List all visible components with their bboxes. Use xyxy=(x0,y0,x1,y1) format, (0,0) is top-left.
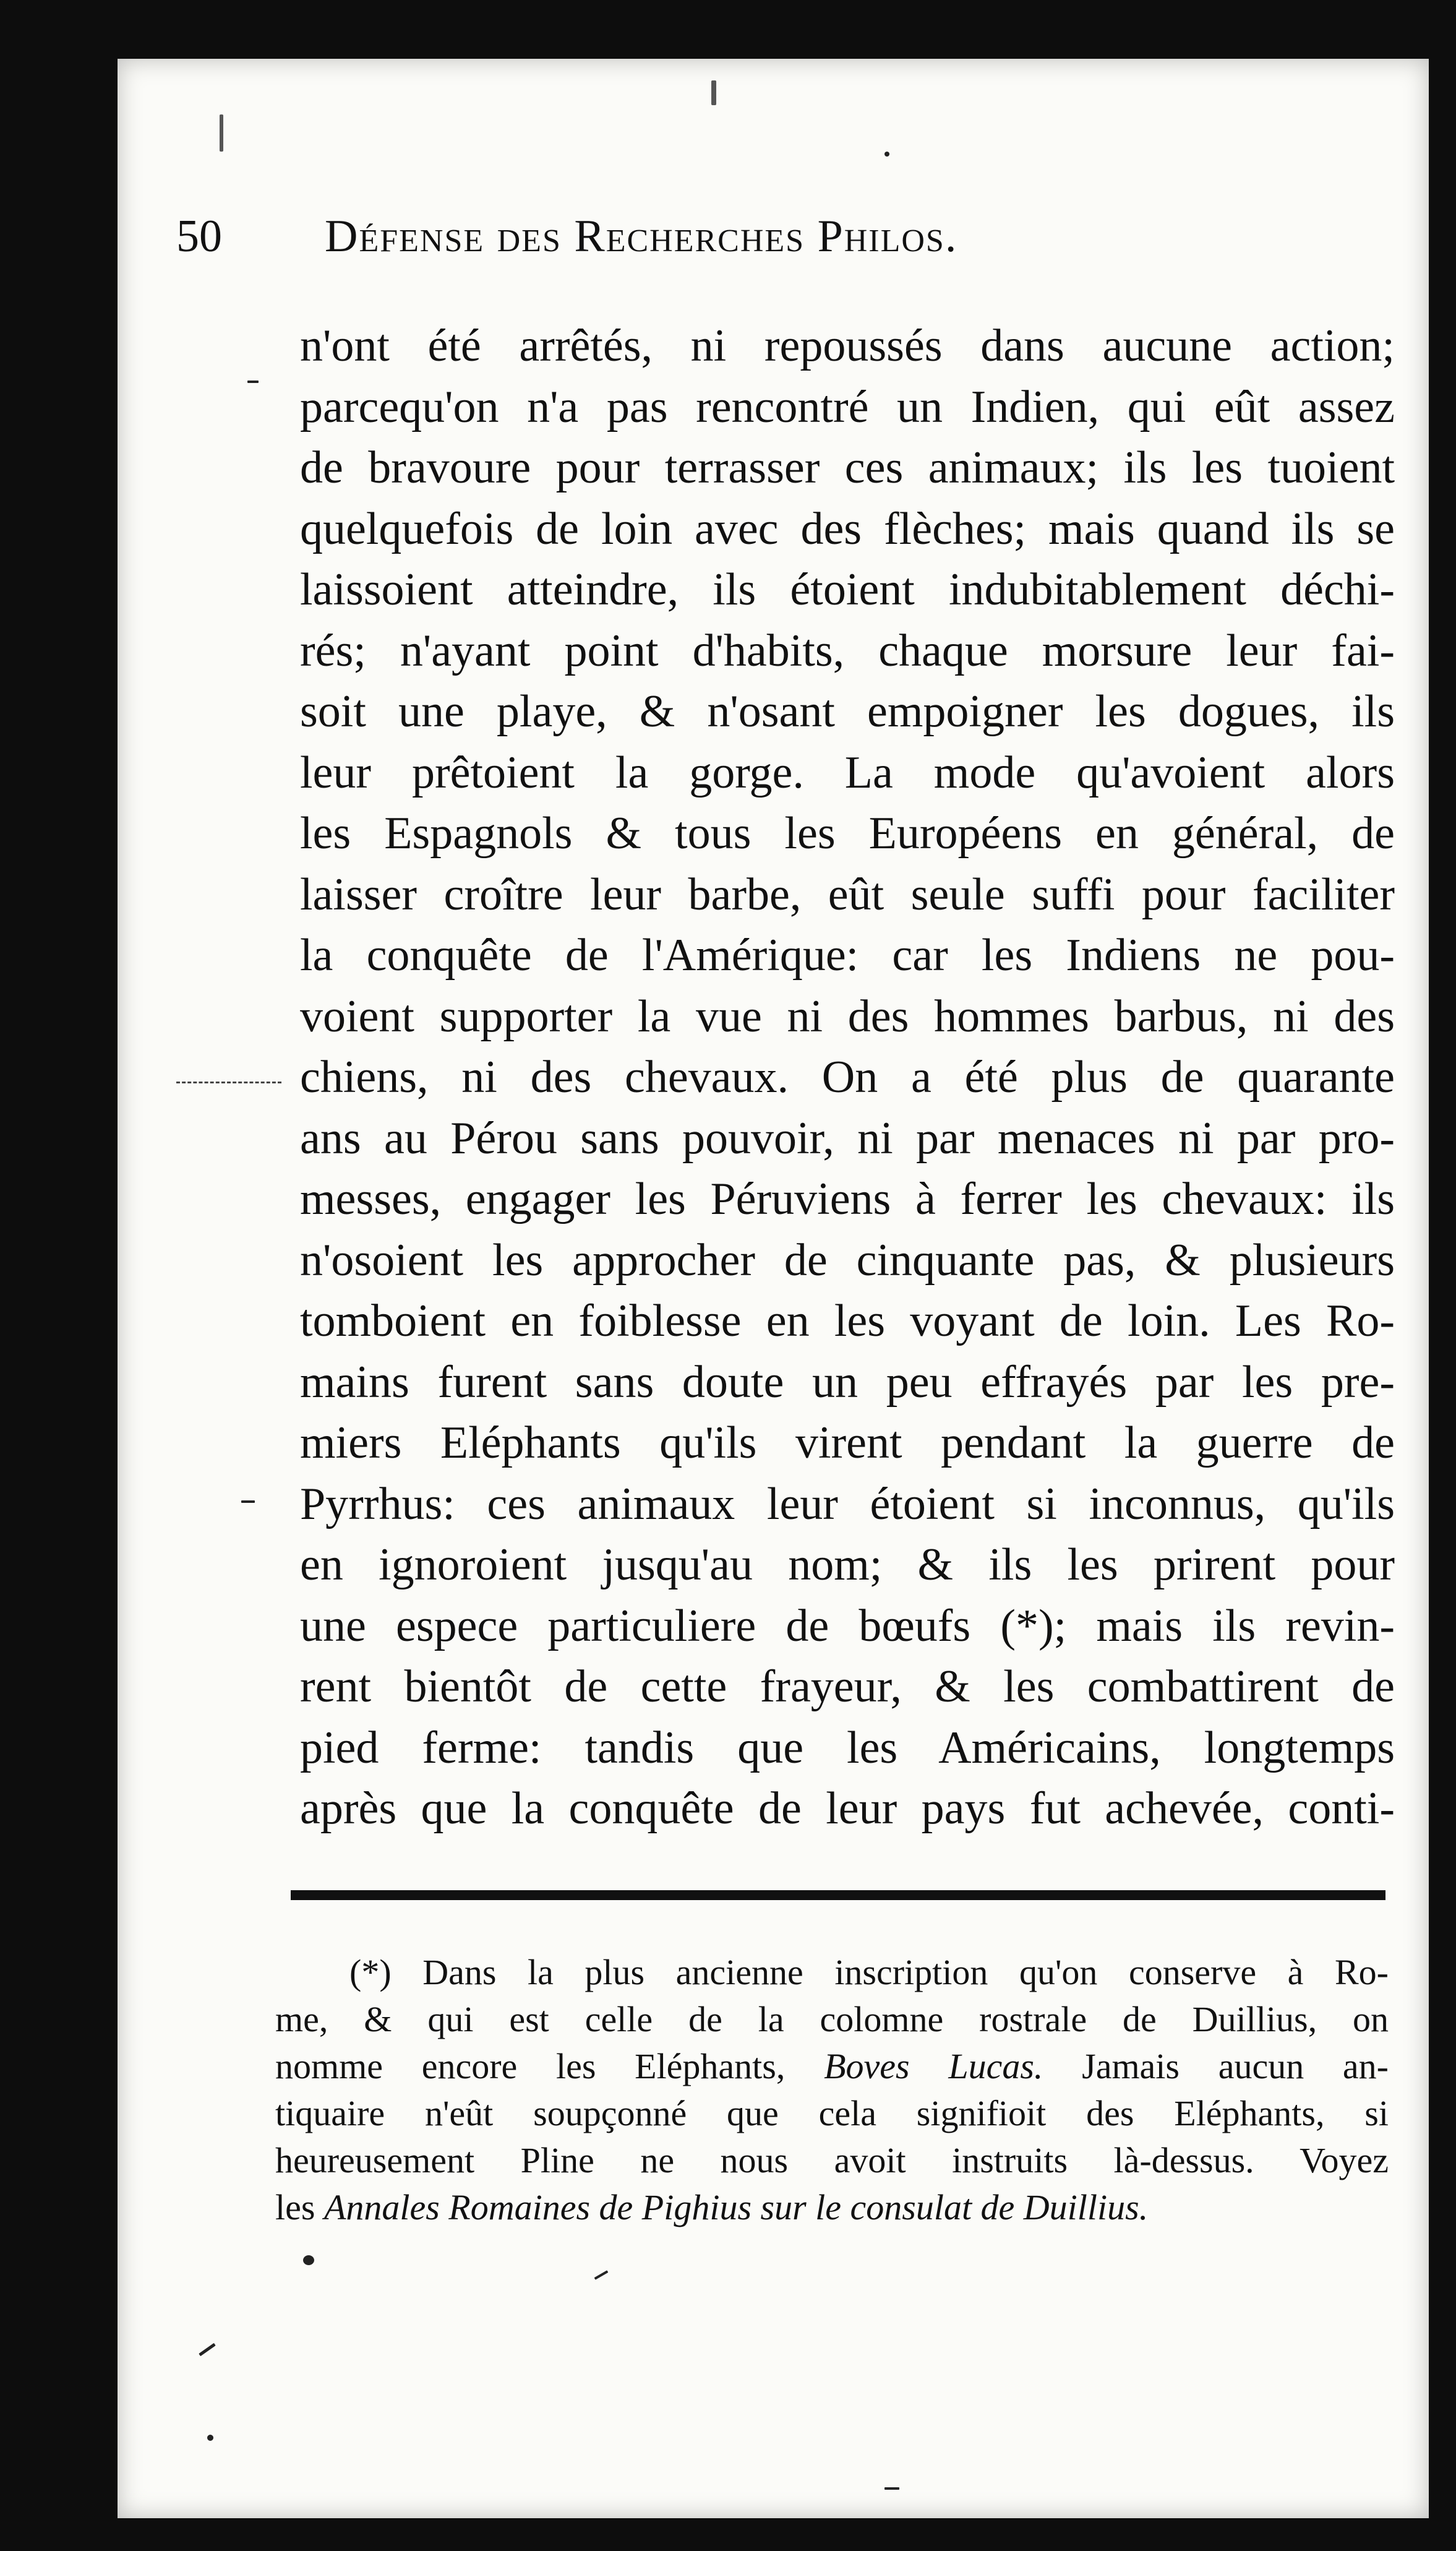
footnote-line: (*) Dans la plus ancienne inscription qu'on conserve à Ro- xyxy=(349,1952,1389,1992)
text-line: mains furent sans doute un peu effrayés par les pre- xyxy=(300,1356,1395,1408)
ink-speck xyxy=(884,2487,899,2490)
text-line: leur prêtoient la gorge. La mode qu'avoient alors xyxy=(300,747,1395,798)
text-line: soit une playe, & n'osant empoigner les dogues, ils xyxy=(300,686,1395,737)
margin-mark xyxy=(176,1082,281,1083)
footnote-italic-text: Annales Romaines de Pighius sur le consulat de Duillius. xyxy=(323,2187,1149,2227)
ink-speck xyxy=(884,152,889,157)
footnote-text: nomme encore les Eléphants, xyxy=(275,2046,824,2086)
footnote-line: tiquaire n'eût soupçonné que cela signifioit des Eléphants, si xyxy=(275,2093,1389,2133)
main-text-block xyxy=(300,316,1395,1839)
running-title: Défense des Recherches Philos. xyxy=(325,211,958,262)
text-line: rés; n'ayant point d'habits, chaque morsure leur fai- xyxy=(300,625,1395,676)
text-line: pied ferme: tandis que les Américains, longtemps xyxy=(300,1722,1395,1773)
ink-speck xyxy=(594,2270,609,2279)
text-line: ans au Pérou sans pouvoir, ni par menaces ni par pro- xyxy=(300,1112,1395,1164)
text-line: tomboient en foiblesse en les voyant de loin. Les Ro- xyxy=(300,1296,1395,1346)
text-line: laisser croître leur barbe, eût seule suffi pour faciliter xyxy=(300,869,1395,920)
ink-speck xyxy=(711,80,716,105)
text-line: Pyrrhus: ces animaux leur étoient si inconnus, qu'ils xyxy=(300,1478,1395,1529)
page-header xyxy=(176,210,1290,285)
text-line: la conquête de l'Amérique: car les Indiens ne pou- xyxy=(300,930,1395,981)
footnote xyxy=(275,1949,1389,2231)
footnote-text: Jamais aucun an- xyxy=(1043,2046,1389,2086)
text-line: de bravoure pour terrasser ces animaux; ils les tuoient xyxy=(300,442,1395,493)
text-line: n'osoient les approcher de cinquante pas, & plusieurs xyxy=(300,1234,1395,1286)
text-line: rent bientôt de cette frayeur, & les combattirent de xyxy=(300,1661,1395,1712)
text-line: les Espagnols & tous les Européens en général, de xyxy=(300,808,1395,859)
text-line: n'ont été arrêtés, ni repoussés dans aucune action; xyxy=(300,320,1395,371)
text-line: laissoient atteindre, ils étoient indubitablement déchi- xyxy=(300,564,1395,615)
text-line: chiens, ni des chevaux. On a été plus de quarante xyxy=(300,1052,1395,1103)
text-line: quelquefois de loin avec des flèches; mais quand ils se xyxy=(300,503,1395,554)
footnote-divider-rule xyxy=(291,1890,1385,1900)
footnote-text: les xyxy=(275,2187,324,2227)
footnote-line: me, & qui est celle de la colomne rostrale de Duillius, on xyxy=(275,1999,1389,2039)
footnote-line: heureusement Pline ne nous avoit instruits là-dessus. Voyez xyxy=(275,2140,1389,2180)
text-line: en ignoroient jusqu'au nom; & ils les prirent pour xyxy=(300,1539,1395,1590)
text-line: miers Eléphants qu'ils virent pendant la guerre de xyxy=(300,1417,1395,1468)
ink-speck xyxy=(303,2255,314,2265)
text-line: messes, engager les Péruviens à ferrer les chevaux: ils xyxy=(300,1174,1395,1224)
ink-speck xyxy=(247,381,259,383)
text-line: une espece particuliere de bœufs (*); mais ils revin- xyxy=(300,1600,1395,1651)
footnote-line xyxy=(275,2043,1389,2090)
page-number: 50 xyxy=(176,211,222,262)
text-line: voient supporter la vue ni des hommes barbus, ni des xyxy=(300,991,1395,1042)
text-line: après que la conquête de leur pays fut achevée, conti- xyxy=(300,1783,1395,1834)
ink-speck xyxy=(199,2343,215,2356)
footnote-italic-text: Boves Lucas. xyxy=(824,2046,1043,2086)
ink-speck xyxy=(241,1500,255,1503)
text-line: parcequ'on n'a pas rencontré un Indien, qui eût assez xyxy=(300,381,1395,432)
footnote-line xyxy=(275,2184,1389,2231)
ink-speck xyxy=(207,2435,213,2441)
ink-speck xyxy=(220,114,223,152)
